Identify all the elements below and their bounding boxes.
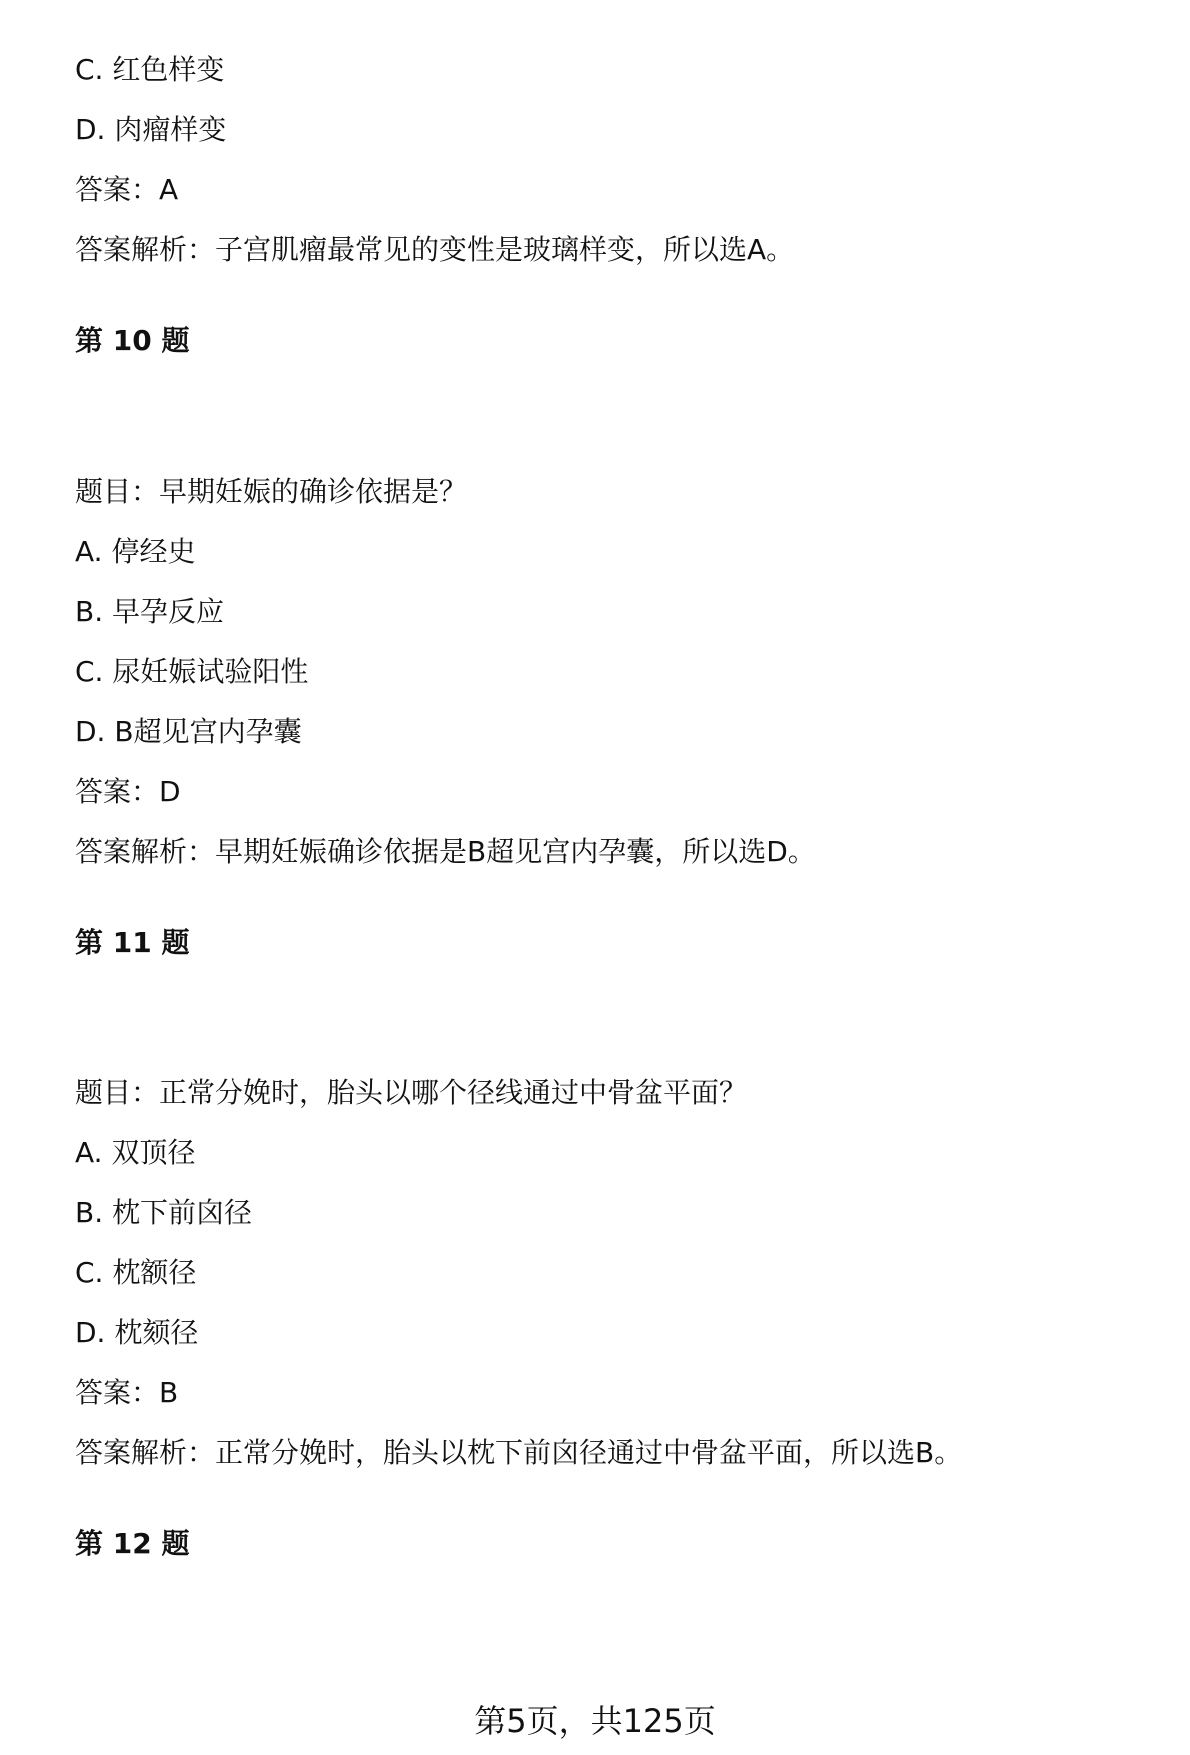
q10-option-b: B. 早孕反应 — [75, 595, 225, 628]
q11-heading: 第 11 题 — [75, 926, 190, 959]
page-indicator: 第5页，共125页 — [474, 1702, 716, 1740]
q11-option-a: A. 双顶径 — [75, 1136, 196, 1169]
q11-question: 题目：正常分娩时，胎头以哪个径线通过中骨盆平面？ — [75, 1076, 748, 1109]
q10-option-a: A. 停经史 — [75, 535, 196, 568]
q11-analysis: 答案解析：正常分娩时，胎头以枕下前囟径通过中骨盆平面，所以选B。 — [75, 1436, 963, 1469]
q11-option-c: C. 枕额径 — [75, 1256, 197, 1289]
q10-analysis: 答案解析：早期妊娠确诊依据是B超见宫内孕囊，所以选D。 — [75, 835, 816, 868]
q10-question: 题目：早期妊娠的确诊依据是？ — [75, 475, 468, 508]
q11-option-b: B. 枕下前囟径 — [75, 1196, 253, 1229]
q10-answer: 答案：D — [75, 775, 181, 808]
q10-heading: 第 10 题 — [75, 324, 190, 357]
q12-heading: 第 12 题 — [75, 1527, 190, 1560]
q11-answer: 答案：B — [75, 1376, 179, 1409]
q9-analysis: 答案解析：子宫肌瘤最常见的变性是玻璃样变，所以选A。 — [75, 233, 795, 266]
q10-option-d: D. B超见宫内孕囊 — [75, 715, 302, 748]
q10-option-c: C. 尿妊娠试验阳性 — [75, 655, 309, 688]
q9-answer: 答案：A — [75, 173, 179, 206]
q11-option-d: D. 枕颏径 — [75, 1316, 199, 1349]
q9-option-d: D. 肉瘤样变 — [75, 113, 227, 146]
q9-option-c: C. 红色样变 — [75, 53, 225, 86]
